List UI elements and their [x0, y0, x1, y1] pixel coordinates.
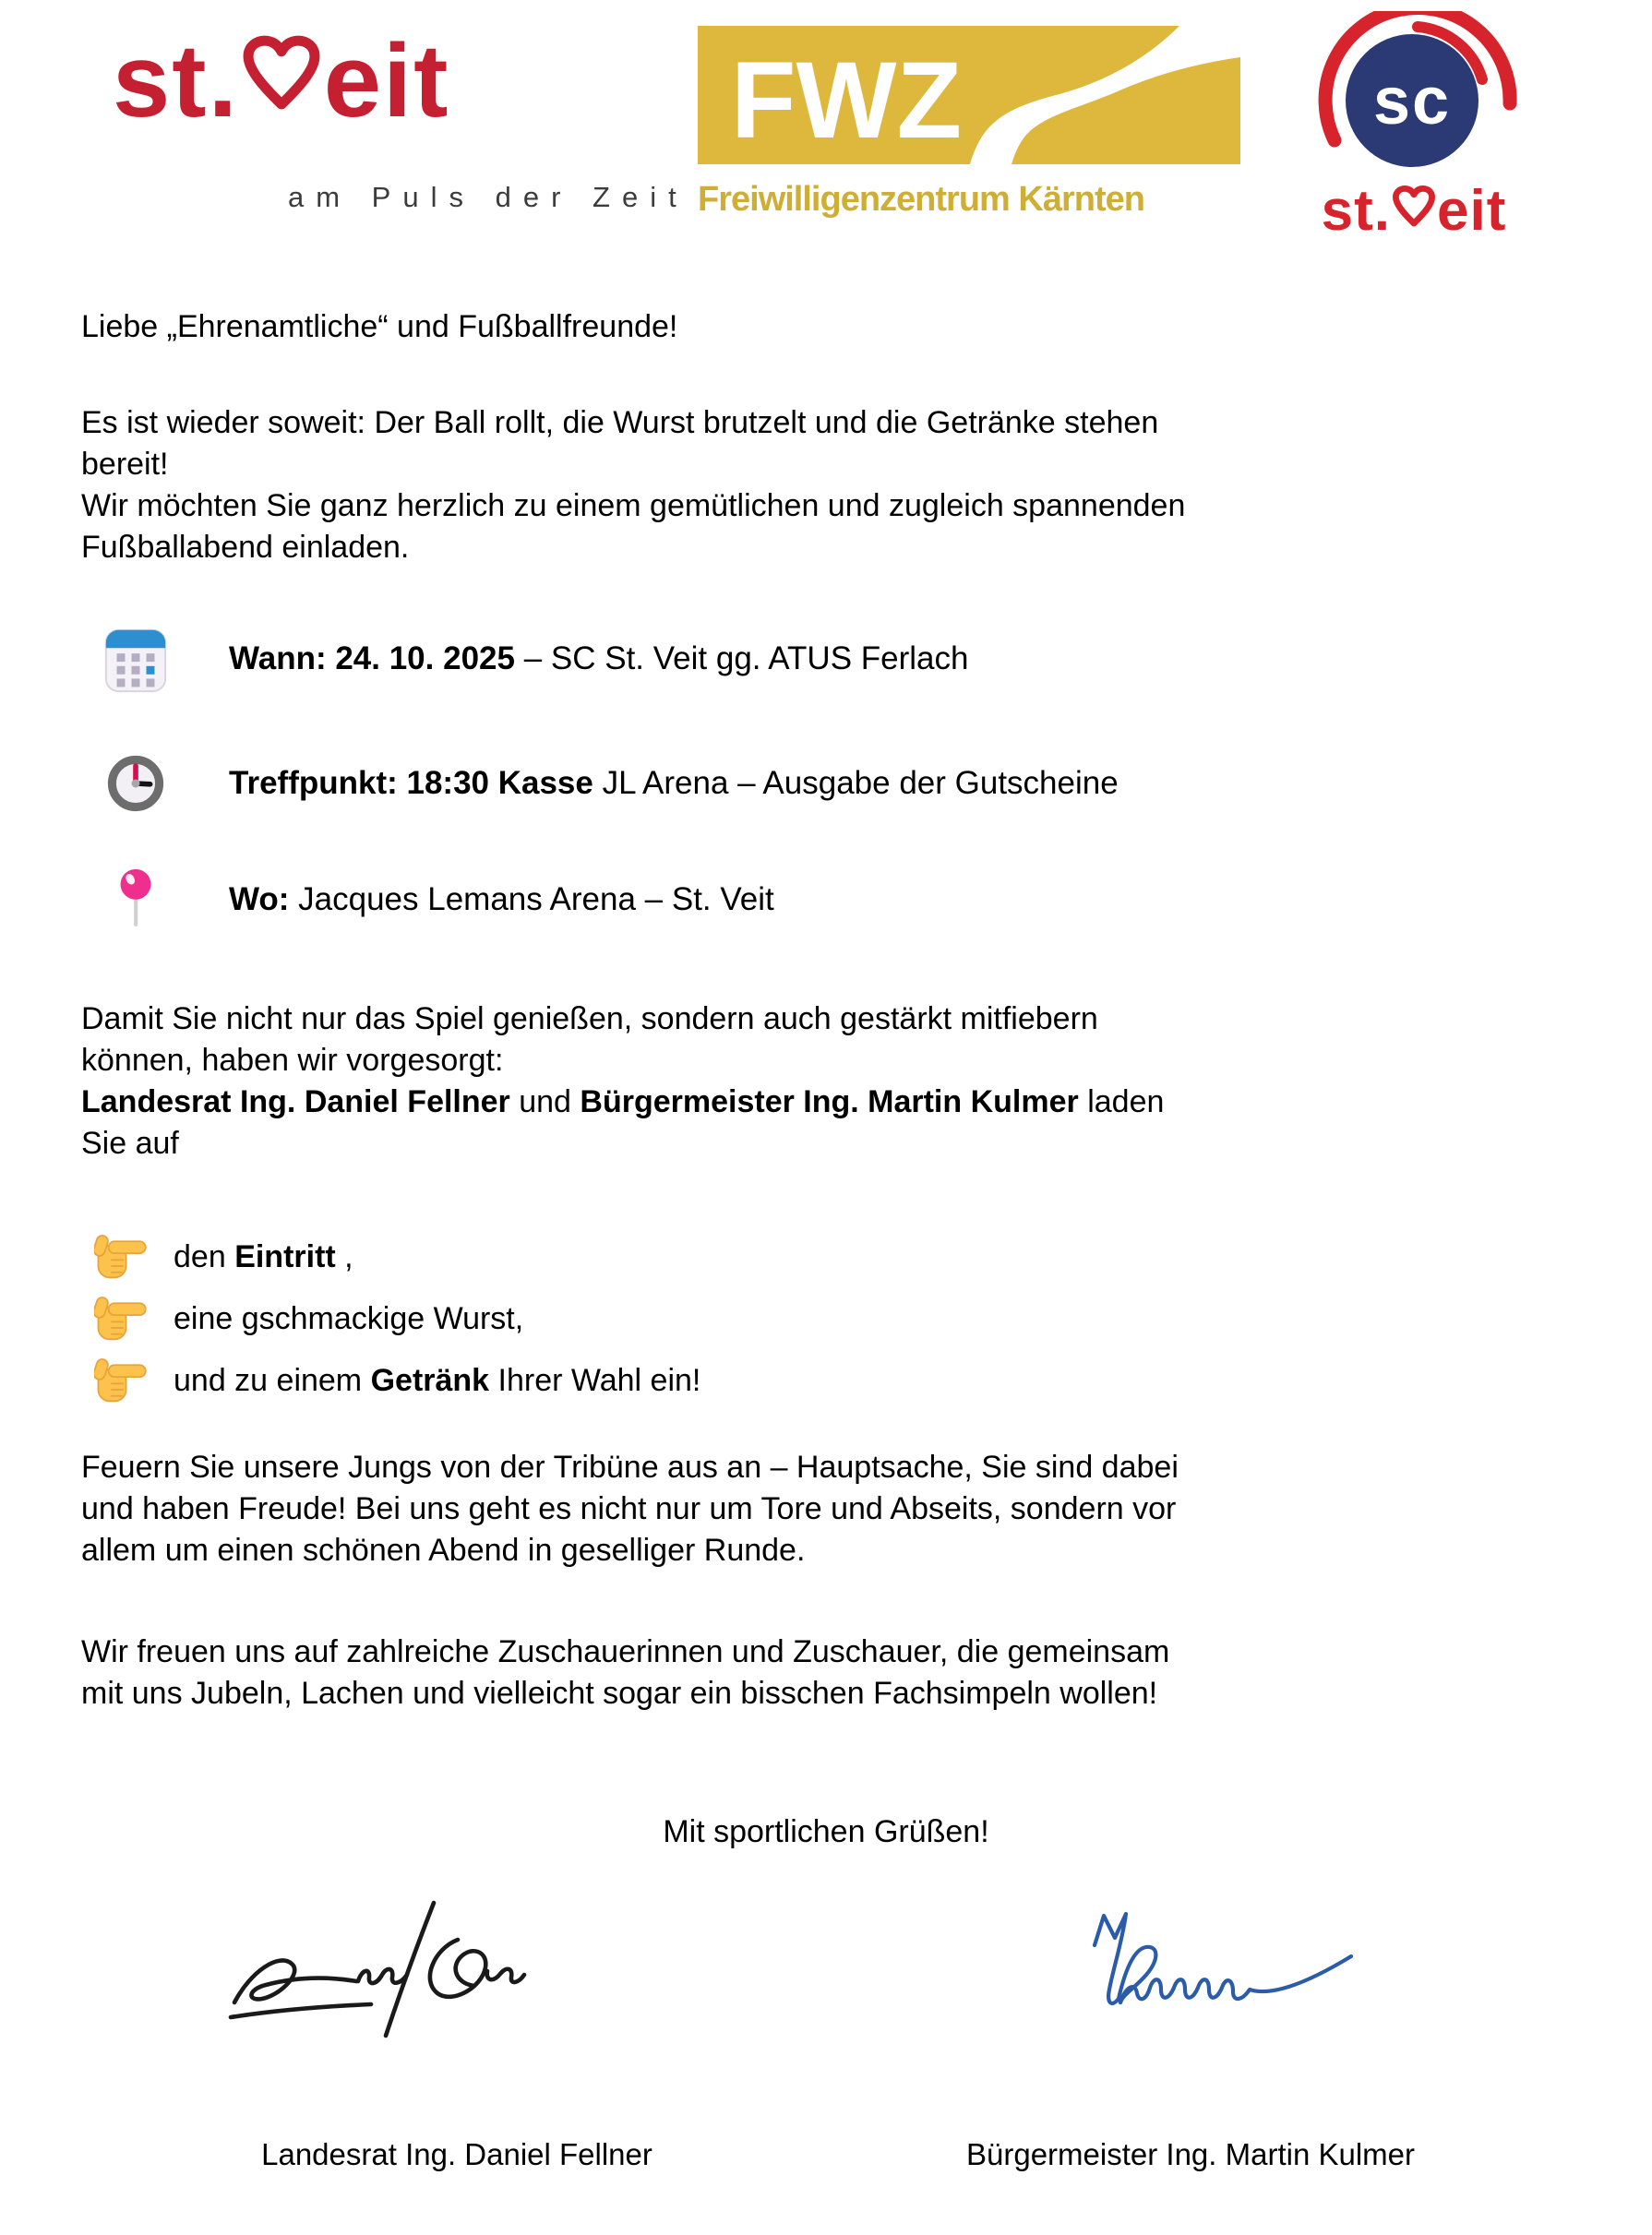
host-tail: laden — [1078, 1084, 1165, 1119]
bullet-row-eintritt — [92, 1227, 353, 1286]
bullet-row-wurst — [92, 1289, 523, 1348]
pointing-finger-icon — [92, 1233, 150, 1281]
bullet-bold: Getränk — [370, 1362, 490, 1398]
bullet-text — [174, 1363, 700, 1399]
closing-line: Mit sportlichen Grüßen! — [663, 1814, 989, 1849]
outro-line: Wir freuen uns auf zahlreiche Zuschauerinnen und Zuschauer, die gemeinsam — [81, 1634, 1170, 1669]
event-treffpunkt-rest: JL Arena – Ausgabe der Gutscheine — [593, 765, 1119, 801]
intro-line: Fußballabend einladen. — [81, 530, 410, 565]
host-paragraph — [81, 998, 1595, 1165]
stveit-logo-text-left: st. — [113, 23, 239, 138]
event-text-wann — [229, 640, 968, 677]
host-name-2: Bürgermeister Ing. Martin Kulmer — [580, 1084, 1079, 1119]
bullet-bold: Eintritt — [234, 1238, 336, 1274]
clock-icon — [81, 753, 190, 814]
event-row-wo — [81, 866, 774, 934]
bullet-text — [174, 1239, 353, 1275]
bullet-pre: den — [174, 1238, 235, 1274]
sc-emblem — [1288, 11, 1539, 175]
sc-initials: sc — [1372, 65, 1452, 138]
heart-icon — [1392, 182, 1436, 239]
event-wann-rest: – SC St. Veit gg. ATUS Ferlach — [514, 640, 969, 676]
signatory-name-left: Landesrat Ing. Daniel Fellner — [261, 2137, 652, 2171]
intro-line: Es ist wieder soweit: Der Ball rollt, die Wurst brutzelt und die Getränke stehen — [81, 405, 1159, 440]
host-line: können, haben wir vorgesorgt: — [81, 1043, 504, 1078]
signature-daniel-fellner — [220, 1892, 533, 2053]
host-line: Sie auf — [81, 1126, 179, 1161]
salutation — [81, 306, 1595, 348]
signatory-name-right: Bürgermeister Ing. Martin Kulmer — [966, 2137, 1415, 2171]
event-wo-rest: Jacques Lemans Arena – St. Veit — [289, 881, 774, 917]
host-name-1: Landesrat Ing. Daniel Fellner — [81, 1084, 510, 1119]
event-row-wann — [81, 620, 968, 698]
pointing-finger-icon — [92, 1357, 150, 1404]
calendar-icon — [81, 623, 190, 695]
pin-icon — [81, 867, 190, 932]
sc-wordmark — [1288, 179, 1539, 243]
stveit-logo-text-right: eit — [323, 23, 450, 138]
event-wann-bold: Wann: 24. 10. 2025 — [229, 640, 515, 676]
pointing-finger-icon — [92, 1295, 150, 1343]
stveit-tagline: am Puls der Zeit — [288, 181, 688, 213]
stveit-logo — [113, 23, 450, 138]
sc-wordmark-left: st. — [1321, 179, 1391, 243]
fwz-acronym: FWZ — [731, 40, 962, 161]
bullet-post: , — [335, 1238, 353, 1274]
outro-line: und haben Freude! Bei uns geht es nicht nur um Tore und Abseits, sondern vor — [81, 1491, 1177, 1526]
bullet-post: Ihrer Wahl ein! — [489, 1362, 701, 1398]
bullet-pre: und zu einem — [174, 1362, 371, 1398]
sc-wordmark-right: eit — [1437, 179, 1507, 243]
event-treffpunkt-bold: Treffpunkt: 18:30 Kasse — [229, 765, 593, 801]
bullet-text — [174, 1301, 523, 1337]
sc-stveit-logo — [1288, 11, 1539, 243]
event-wo-bold: Wo: — [229, 881, 290, 917]
event-text-treffpunkt — [229, 765, 1119, 802]
fwz-logo-graphic — [698, 26, 1240, 164]
intro-line: bereit! — [81, 447, 169, 482]
intro-paragraph — [81, 402, 1595, 568]
heart-icon — [241, 28, 322, 131]
outro-line: allem um einen schönen Abend in geselliger Runde. — [81, 1533, 806, 1568]
bullet-pre: eine gschmackige Wurst, — [174, 1300, 524, 1336]
salutation-line: Liebe „Ehrenamtliche“ und Fußballfreunde! — [81, 309, 678, 344]
host-line-bold — [81, 1082, 1595, 1123]
event-text-wo — [229, 881, 774, 918]
host-line: Damit Sie nicht nur das Spiel genießen, sondern auch gestärkt mitfiebern — [81, 1001, 1098, 1036]
fwz-caption: Freiwilligenzentrum Kärnten — [698, 180, 1144, 219]
event-row-treffpunkt — [81, 749, 1119, 818]
fwz-logo — [698, 26, 1242, 220]
host-mid: und — [509, 1084, 581, 1119]
outro-line: mit uns Jubeln, Lachen und vielleicht sogar ein bisschen Fachsimpeln wollen! — [81, 1676, 1158, 1711]
bullet-row-getraenk — [92, 1351, 700, 1410]
outro-line: Feuern Sie unsere Jungs von der Tribüne aus an – Hauptsache, Sie sind dabei — [81, 1450, 1179, 1485]
outro-paragraph-1 — [81, 1447, 1595, 1572]
intro-line: Wir möchten Sie ganz herzlich zu einem gemütlichen und zugleich spannenden — [81, 488, 1186, 523]
outro-paragraph-2 — [81, 1631, 1595, 1715]
signature-martin-kulmer — [1069, 1905, 1364, 2034]
